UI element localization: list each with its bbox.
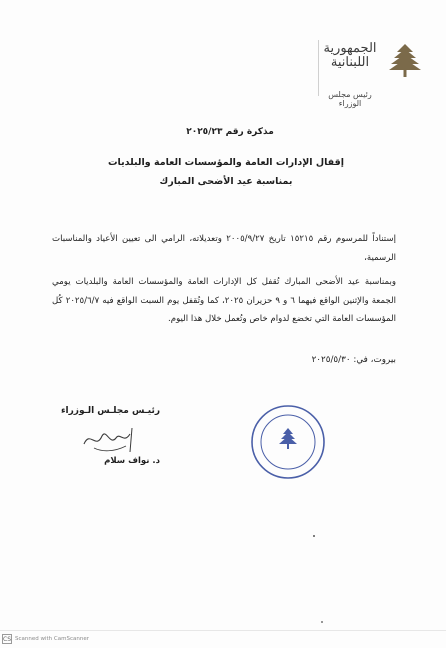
- letterhead-title-line1: الجمهورية: [323, 41, 377, 56]
- memo-subject-line2: بمناسبة عيد الأضحى المبارك: [159, 176, 293, 187]
- scan-speck: [321, 621, 323, 623]
- cedar-emblem-icon: [387, 42, 423, 80]
- scanner-watermark: Scanned with CamScanner: [15, 636, 89, 642]
- signature-title: رئيـس مجلـس الـوزراء: [60, 406, 160, 416]
- signatory-name: د. نواف سلام: [104, 456, 160, 466]
- letterhead-title-line2: اللبنانية: [330, 55, 370, 70]
- footer-divider: [0, 630, 446, 631]
- memo-subject-line1: إقفال الإدارات العامة والمؤسسات العامة والبلديات: [107, 157, 344, 168]
- scan-speck: [313, 535, 315, 537]
- memo-paragraph-1: إستناداً للمرسوم رقم ١٥٢١٥ تاريخ ٢٠٠٥/٩/٢٧ وتعديلاته، الرامي الى تعيين الأعياد والمناسبات الرسمية،: [52, 234, 396, 263]
- memo-dateline: بيروت، في: ٢٠٢٥/٥/٣٠: [311, 355, 396, 365]
- letterhead-title: [318, 42, 382, 70]
- memo-paragraph-2: وبمناسبة عيد الأضحى المبارك تُقفل كل الإدارات العامة والمؤسسات العامة والبلديات يومي الجمعة والإثنين الواقع فيهما ٦ و ٩ حزيران ٢٠٢٥، كما وتُقفل يوم السبت الواقع فيه ٢٠٢٥/٦/٧ كُل المؤسسات العامة التي تخضع لدوام خاص وتُعمل خلال هذا اليوم.: [52, 277, 396, 325]
- letterhead-subtitle: رئيس مجلس الوزراء: [328, 90, 372, 108]
- official-seal-icon: [250, 404, 326, 480]
- handwritten-signature: [80, 422, 138, 456]
- memo-number: مذكرة رقم ٢٠٢٥/٢٣: [186, 127, 274, 137]
- camscanner-logo-icon: CS: [3, 636, 11, 643]
